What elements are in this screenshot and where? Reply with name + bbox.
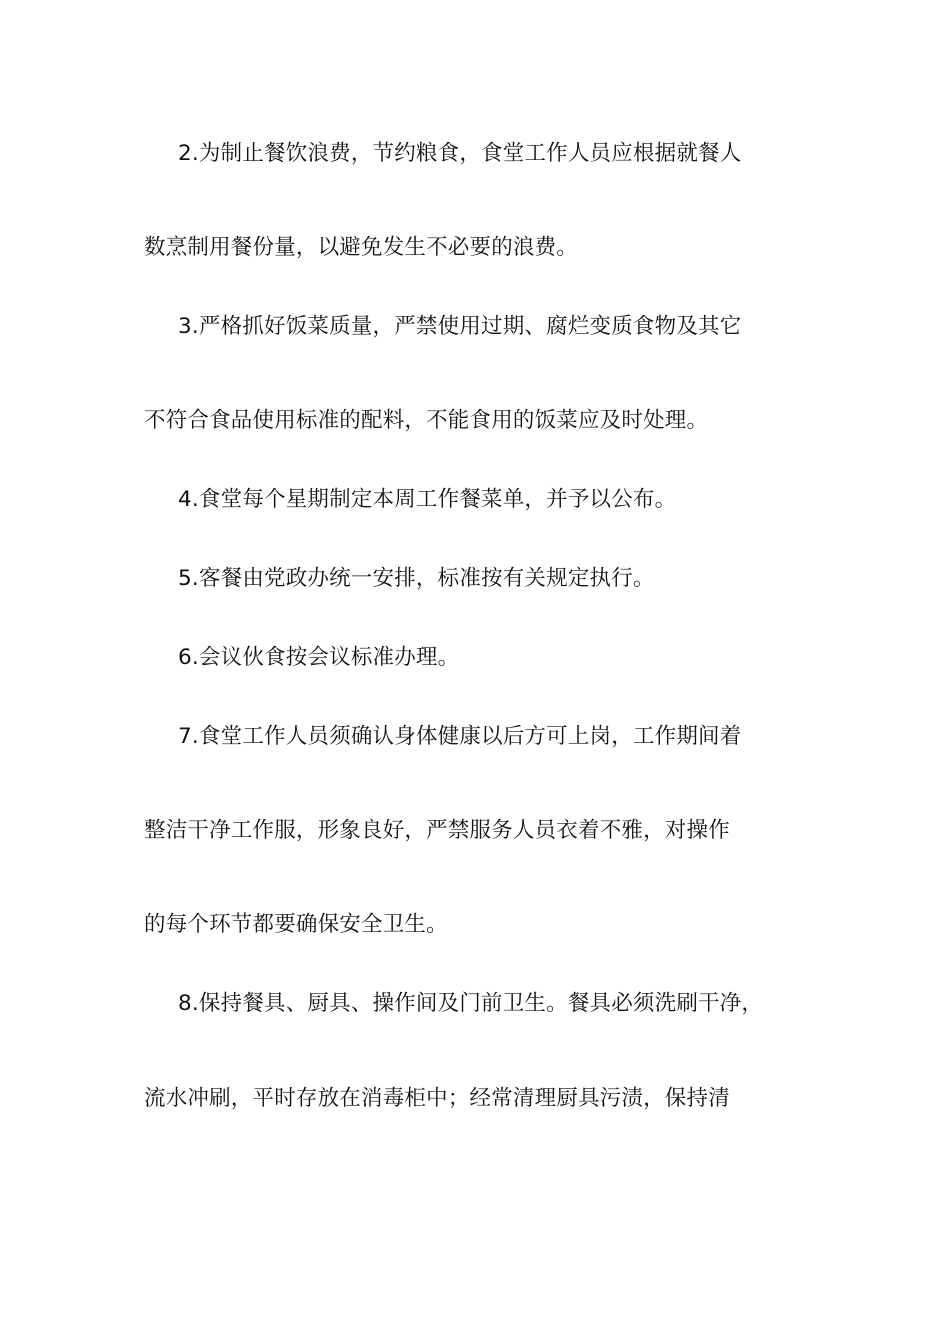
paragraph-7-line-2: 整洁干净工作服，形象良好，严禁服务人员衣着不雅，对操作	[144, 818, 730, 843]
paragraph-3-line-1: 3.严格抓好饭菜质量，严禁使用过期、腐烂变质食物及其它	[178, 314, 742, 339]
paragraph-2-line-1: 2.为制止餐饮浪费，节约粮食，食堂工作人员应根据就餐人	[178, 141, 742, 166]
paragraph-4-line-1: 4.食堂每个星期制定本周工作餐菜单，并予以公布。	[178, 487, 677, 512]
paragraph-5-line-1: 5.客餐由党政办统一安排，标准按有关规定执行。	[178, 566, 655, 591]
paragraph-7-line-1: 7.食堂工作人员须确认身体健康以后方可上岗，工作期间着	[178, 724, 742, 749]
paragraph-8-line-2: 流水冲刷，平时存放在消毒柜中；经常清理厨具污渍，保持清	[144, 1086, 730, 1111]
paragraph-2-line-2: 数烹制用餐份量，以避免发生不必要的浪费。	[144, 235, 579, 260]
paragraph-6-line-1: 6.会议伙食按会议标准办理。	[178, 645, 460, 670]
paragraph-7-line-3: 的每个环节都要确保安全卫生。	[144, 912, 448, 937]
paragraph-8-line-1: 8.保持餐具、厨具、操作间及门前卫生。餐具必须洗刷干净，	[178, 991, 764, 1016]
paragraph-3-line-2: 不符合食品使用标准的配料，不能食用的饭菜应及时处理。	[144, 408, 709, 433]
